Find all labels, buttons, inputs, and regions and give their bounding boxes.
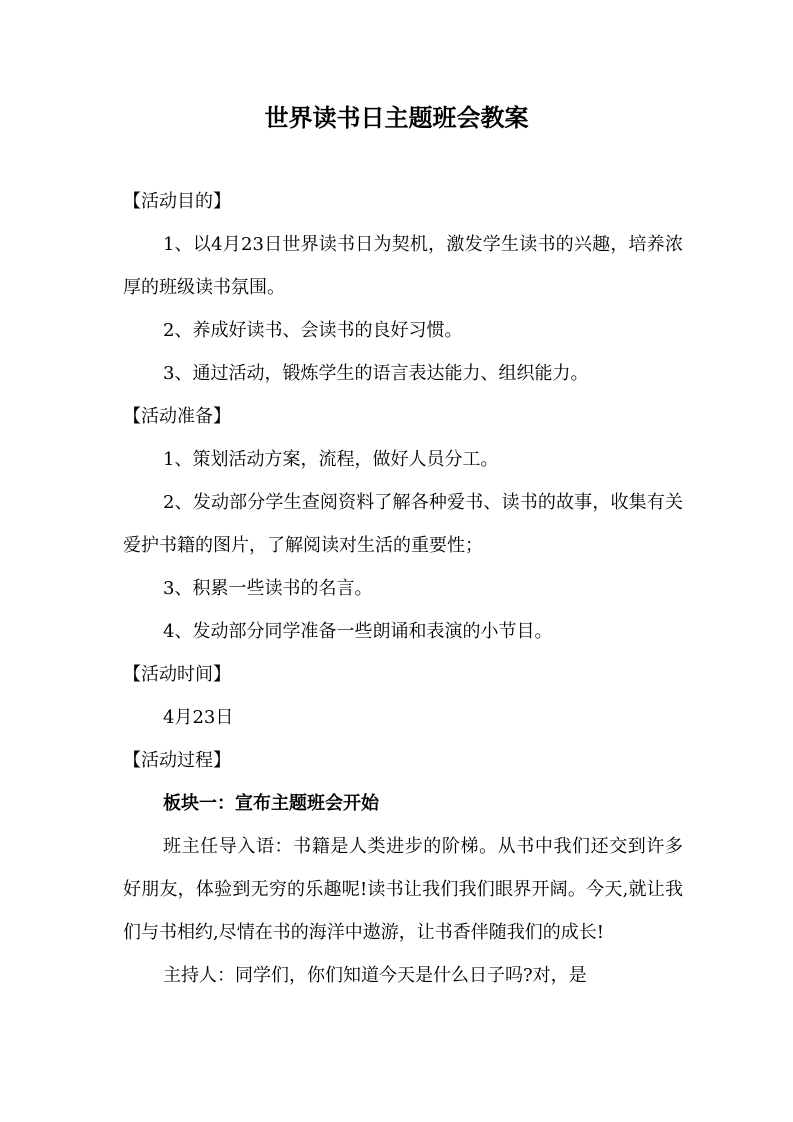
purpose-item-1: 1、以4月23日世界读书日为契机，激发学生读书的兴趣，培养浓厚的班级读书氛围。 bbox=[123, 234, 683, 298]
prep-item-1: 1、策划活动方案，流程，做好人员分工。 bbox=[163, 449, 499, 470]
prep-item-4: 4、发动部分同学准备一些朗诵和表演的小节目。 bbox=[163, 621, 553, 642]
purpose-item-3: 3、通过活动，锻炼学生的语言表达能力、组织能力。 bbox=[163, 363, 589, 384]
section-heading-purpose: 【活动目的】 bbox=[123, 191, 231, 212]
teacher-intro-paragraph: 班主任导入语：书籍是人类进步的阶梯。从书中我们还交到许多好朋友，体验到无穷的乐趣呢!读书让我们我们眼界开阔。今天,就让我们与书相约,尽情在书的海洋中遨游，让书香伴随我们的成长! bbox=[123, 836, 683, 943]
section-heading-time: 【活动时间】 bbox=[123, 664, 231, 685]
document-body bbox=[123, 180, 683, 997]
document-title: 世界读书日主题班会教案 bbox=[264, 104, 529, 132]
block-1-title: 板块一：宣布主题班会开始 bbox=[163, 793, 379, 814]
section-heading-process: 【活动过程】 bbox=[123, 750, 231, 771]
prep-item-3: 3、积累一些读书的名言。 bbox=[163, 578, 373, 599]
host-paragraph: 主持人：同学们，你们知道今天是什么日子吗?对，是 bbox=[163, 965, 587, 986]
time-value: 4月23日 bbox=[163, 707, 234, 728]
purpose-item-2: 2、养成好读书、会读书的良好习惯。 bbox=[163, 320, 463, 341]
prep-item-2: 2、发动部分学生查阅资料了解各种爱书、读书的故事，收集有关爱护书籍的图片，了解阅读对生活的重要性； bbox=[123, 492, 683, 556]
section-heading-preparation: 【活动准备】 bbox=[123, 406, 231, 427]
